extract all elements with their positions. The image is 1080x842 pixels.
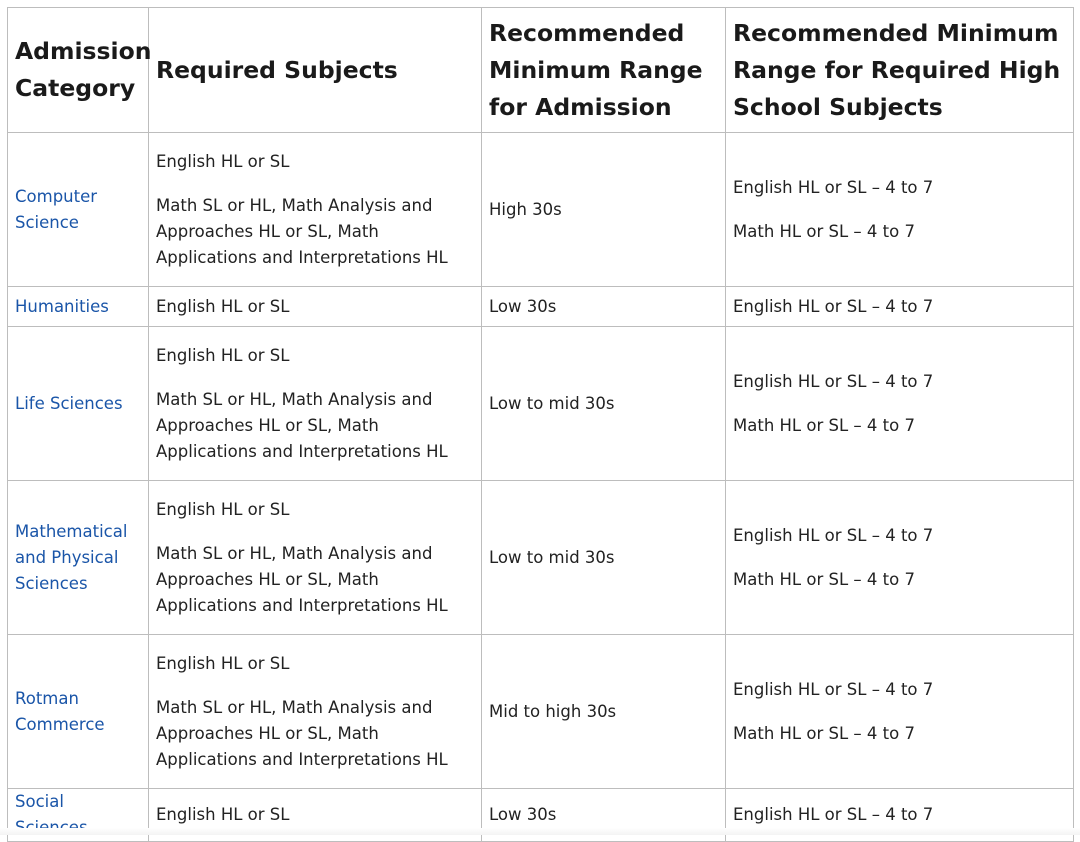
- table-row: [8, 327, 1074, 481]
- english-range: English HL or SL – 4 to 7: [733, 805, 934, 824]
- subject-english: English HL or SL: [156, 296, 290, 316]
- english-range: English HL or SL – 4 to 7: [733, 371, 934, 391]
- subject-range-cell: [726, 635, 1074, 789]
- subject-english: English HL or SL: [156, 345, 290, 365]
- subject-math: Math SL or HL, Math Analysis and Approaches HL or SL, Math Applications and Interpretations HL: [156, 543, 448, 615]
- range-cell: Low 30s: [482, 287, 726, 327]
- english-range: English HL or SL – 4 to 7: [733, 177, 934, 197]
- english-range: English HL or SL – 4 to 7: [733, 679, 934, 699]
- math-range: Math HL or SL – 4 to 7: [733, 569, 915, 589]
- subjects-cell: [149, 481, 482, 635]
- subject-range-cell: [726, 287, 1074, 327]
- table-row: [8, 481, 1074, 635]
- admission-table-container: [7, 7, 1074, 842]
- range-cell: Low 30s: [482, 789, 726, 842]
- header-admission-category: Admission Category: [8, 8, 149, 133]
- category-cell: [8, 133, 149, 287]
- category-link-humanities[interactable]: Humanities: [15, 296, 109, 316]
- table-header-row: [8, 8, 1074, 133]
- header-recommended-minimum-range: Recommended Minimum Range for Admission: [482, 8, 726, 133]
- header-required-subjects: Required Subjects: [149, 8, 482, 133]
- category-link-life-sciences[interactable]: Life Sciences: [15, 393, 123, 413]
- math-range: Math HL or SL – 4 to 7: [733, 221, 915, 241]
- subject-math: Math SL or HL, Math Analysis and Approaches HL or SL, Math Applications and Interpretations HL: [156, 195, 448, 267]
- subject-math: Math SL or HL, Math Analysis and Approaches HL or SL, Math Applications and Interpretations HL: [156, 389, 448, 461]
- subject-english: English HL or SL: [156, 151, 290, 171]
- category-cell: [8, 287, 149, 327]
- category-link-mathematical-and-physical-sciences[interactable]: Mathematical and Physical Sciences: [15, 521, 128, 593]
- table-row: [8, 635, 1074, 789]
- math-range: Math HL or SL – 4 to 7: [733, 723, 915, 743]
- page-bottom-edge: [0, 828, 1080, 835]
- category-cell: [8, 327, 149, 481]
- table-row: [8, 133, 1074, 287]
- subject-range-cell: [726, 481, 1074, 635]
- category-link-rotman-commerce[interactable]: Rotman Commerce: [15, 688, 105, 734]
- subject-math: Math SL or HL, Math Analysis and Approaches HL or SL, Math Applications and Interpretations HL: [156, 697, 448, 769]
- category-link-social-sciences[interactable]: Social: [15, 792, 64, 811]
- category-cell: [8, 481, 149, 635]
- category-cell: [8, 635, 149, 789]
- subjects-cell: [149, 635, 482, 789]
- header-recommended-subject-range: Recommended Minimum Range for Required High School Subjects: [726, 8, 1074, 133]
- range-cell: High 30s: [482, 133, 726, 287]
- range-cell: Low to mid 30s: [482, 327, 726, 481]
- table-row: [8, 287, 1074, 327]
- subject-range-cell: [726, 327, 1074, 481]
- range-cell: Mid to high 30s: [482, 635, 726, 789]
- subjects-cell: [149, 133, 482, 287]
- subjects-cell: [149, 327, 482, 481]
- english-range: English HL or SL – 4 to 7: [733, 525, 934, 545]
- subject-range-cell: [726, 133, 1074, 287]
- subject-english: English HL or SL: [156, 499, 290, 519]
- subject-english: English HL or SL: [156, 805, 290, 824]
- subjects-cell: [149, 287, 482, 327]
- english-range: English HL or SL – 4 to 7: [733, 296, 934, 316]
- admission-requirements-table: [7, 7, 1074, 842]
- category-link-computer-science[interactable]: Computer Science: [15, 186, 98, 232]
- math-range: Math HL or SL – 4 to 7: [733, 415, 915, 435]
- subject-english: English HL or SL: [156, 653, 290, 673]
- range-cell: Low to mid 30s: [482, 481, 726, 635]
